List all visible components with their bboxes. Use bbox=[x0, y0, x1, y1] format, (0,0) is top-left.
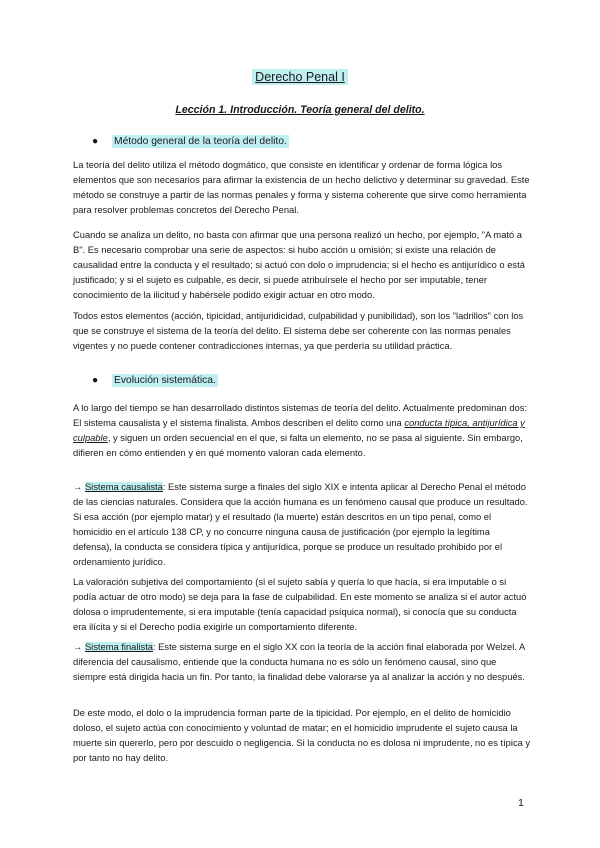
section-heading-evolucion bbox=[92, 375, 218, 386]
document-title-text: Derecho Penal I bbox=[252, 69, 348, 85]
paragraph-finalista-text: : Este sistema surge en el siglo XX con la teoría de la acción final elaborada por Welzel. A diferencia del causalismo, entiende que la conducta humana no es sólo un fenómeno causal, sino que siempre está dirigida hacia un fin. Por tanto, la finalidad debe valorarse ya al analizar la acción y no después. bbox=[73, 642, 525, 682]
term-sistema-finalista: Sistema finalista bbox=[84, 642, 153, 652]
paragraph-4 bbox=[73, 401, 531, 461]
term-sistema-causalista: Sistema causalista bbox=[84, 482, 163, 492]
arrow-icon: → bbox=[73, 642, 85, 652]
section-heading-text: Evolución sistemática. bbox=[114, 375, 216, 386]
lesson-subtitle: Lección 1. Introducción. Teoría general del delito. bbox=[175, 104, 425, 116]
bullet-icon: ● bbox=[92, 375, 99, 386]
paragraph-causalista-text: : Este sistema surge a finales del siglo XIX e intenta aplicar al Derecho Penal el método de las ciencias naturales. Considera que la acción humana es un fenómeno causal que produce un resultado. Si esa acción (por ejemplo matar) y el resultado (la muerte) están descritos en un tipo penal, como el homicidio en el artículo 138 CP, y no concurre ninguna causa de justificación (por ejemplo la legítima defensa), la conducta se considera típica y antijurídica, porque se produce un resultado prohibido por el ordenamiento jurídico. bbox=[73, 482, 528, 567]
section-heading-text: Método general de la teoría del delito. bbox=[114, 136, 287, 147]
paragraph-causalista bbox=[73, 480, 531, 570]
paragraph-6: La valoración subjetiva del comportamiento (si el sujeto sabía y quería lo que hacía, si era imputable o si podía actuar de otro modo) se deja para la fase de culpabilidad. En este momento se analiza si el autor actuó dolosa o imprudentemente, si era imputable (tenía capacidad psíquica normal), si conocía que su conducta era ilícita y si el Derecho podía exigirle un comportamiento diferente. bbox=[73, 577, 527, 632]
paragraph-3: Todos estos elementos (acción, tipicidad, antijuridicidad, culpabilidad y punibilidad), son los "ladrillos" con los que se construye el sistema de la teoría del delito. El sistema debe ser coherente con las normas penales vigentes y no puede contener contradicciones internas, ya que perdería su utilidad práctica. bbox=[73, 311, 524, 351]
paragraph-finalista bbox=[73, 640, 531, 685]
paragraph-4-emphasis: conducta típica, antijurídica y culpable bbox=[73, 418, 525, 443]
bullet-icon: ● bbox=[92, 136, 99, 147]
document-title bbox=[0, 70, 600, 84]
paragraph-4-text-a: A lo largo del tiempo se han desarrollado distintos sistemas de teoría del delito. Actualmente predominan dos: El sistema causalista y el sistema finalista. Ambos describen el delito como una bbox=[73, 403, 527, 428]
paragraph-8: De este modo, el dolo o la imprudencia forman parte de la tipicidad. Por ejemplo, en el delito de homicidio doloso, el sujeto actúa con conocimiento y voluntad de matar; en el homicidio imprudente el sujeto causa la muerte sin quererlo, pero por descuido o negligencia. Si la conducta no es dolosa ni imprudente, no es típica y por tanto no hay delito. bbox=[73, 708, 531, 763]
paragraph-2: Cuando se analiza un delito, no basta con afirmar que una persona realizó un hecho, por ejemplo, "A mató a B". Es necesario comprobar una serie de aspectos: si hubo acción u omisión; si existe una relación de causalidad entre la conducta y el resultado; si actuó con dolo o imprudencia; si el hecho es antijurídico o está justificado; y si el sujeto es culpable, es decir, si puede atribuírsele el hecho por ser imputable, tener conocimiento de la ilicitud y habérsele podido exigir actuar en otro modo. bbox=[73, 230, 525, 300]
paragraph-4-text-b: , y siguen un orden secuencial en el que, si falta un elemento, no se pasa al siguiente. Sin embargo, difieren en cómo entienden y en qué momento valoran cada elemento. bbox=[73, 433, 523, 458]
paragraph-1: La teoría del delito utiliza el método dogmático, que consiste en identificar y ordenar de forma lógica los elementos que son necesarios para afirmar la existencia de un hecho delictivo y determinar su gravedad. Este método se construye a partir de las normas penales y forma y sistema coherente que sirve como herramienta para resolver problemas concretos del Derecho Penal. bbox=[73, 160, 530, 215]
section-heading-metodo bbox=[92, 136, 289, 147]
page-number: 1 bbox=[518, 797, 524, 809]
arrow-icon: → bbox=[73, 482, 85, 492]
